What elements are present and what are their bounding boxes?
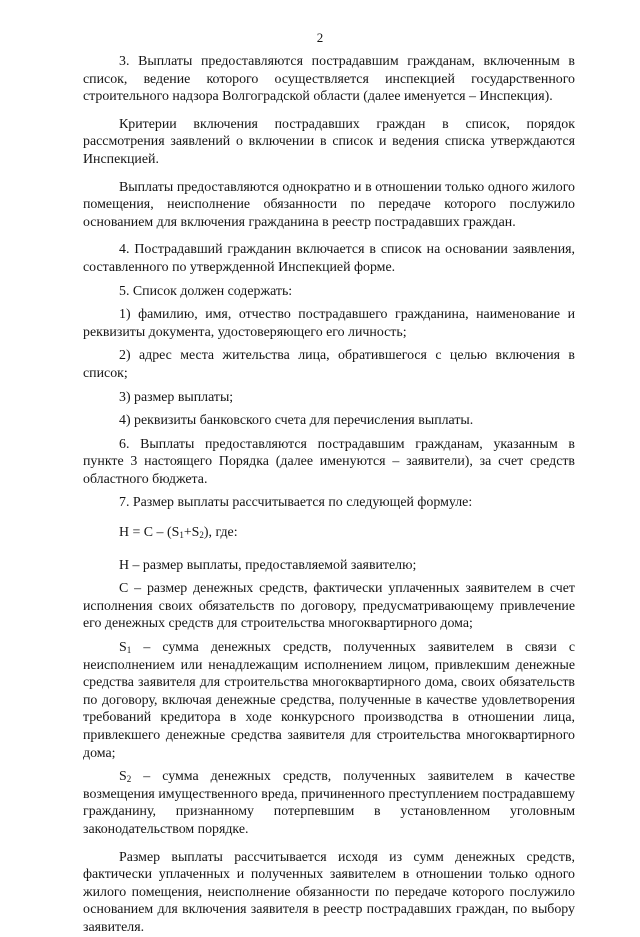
definition-s1-subscript: 1 [126,645,132,656]
formula-tail: ), где: [203,525,238,541]
definition-c: С – размер денежных средств, фактически уплаченных заявителем в счет исполнения своих обязательств по договору, предусматривающему привлечение его денежных средств для строительства многоквартирного дома; [83,581,575,632]
document-body [83,53,575,937]
formula-s1-subscript: 1 [179,530,184,541]
definition-s2-letter: S [119,769,127,785]
paragraph-3-once: Выплаты предоставляются однократно и в отношении только одного жилого помещения, неисполнение обязанности по передаче которого послужило основанием для включения гражданина в реестр пострадавших граждан. [83,179,575,230]
closing-paragraph: Размер выплаты рассчитывается исходя из сумм денежных средств, фактически уплаченных и полученных заявителем в отношении только одного жилого помещения, неисполнение обязанности по передаче которого послужило основанием для включения заявителя в реестр пострадавших граждан, по выбору заявителя. [83,849,575,935]
definition-s2-text: – сумма денежных средств, полученных заявителем в качестве возмещения имущественного вреда, причиненного преступлением пострадавшему гражданину, признанному потерпевшим в установленном уголовным законодательством порядке. [83,769,575,837]
definition-h: Н – размер выплаты, предоставляемой заявителю; [119,557,417,573]
paragraph-3-criteria: Критерии включения пострадавших граждан в список, порядок рассмотрения заявлений о включении в список и ведения списка утверждаются Инспекцией. [83,116,575,167]
paragraph-5-item-1: 1) фамилию, имя, отчество пострадавшего гражданина, наименование и реквизиты документа, удостоверяющего его личность; [83,307,575,340]
paragraph-4: 4. Пострадавший гражданин включается в список на основании заявления, составленного по утвержденной Инспекцией форме. [83,242,575,275]
paragraph-7: 7. Размер выплаты рассчитывается по следующей формуле: [119,495,473,511]
definition-s1-letter: S [119,640,127,656]
definition-s2-subscript: 2 [126,774,132,785]
page-number: 2 [316,30,324,45]
payment-formula [83,524,575,542]
paragraph-3: 3. Выплаты предоставляются пострадавшим гражданам, включенным в список, ведение которого осуществляется инспекцией государственного строительного надзора Волгоградской области (далее именуется – Инспекция). [83,54,575,105]
paragraph-5: 5. Список должен содержать: [119,283,293,299]
formula-s2-subscript: 2 [199,530,204,541]
definition-s1 [83,639,575,762]
paragraph-5-item-4: 4) реквизиты банковского счета для перечисления выплаты. [119,413,474,429]
definition-s1-text: – сумма денежных средств, полученных заявителем в связи с неисполнением или ненадлежащим исполнением лицом, привлекшим денежные средства заявителя для строительства многоквартирного дома, своих обязательств по договору, включая денежные средства, полученные в качестве удовлетворения требований кредитора в ходе конкурсного производства в отношении лица, привлекшего денежные средства заявителя для строительства многоквартирного дома; [83,640,575,761]
paragraph-5-item-2: 2) адрес места жительства лица, обратившегося с целью включения в список; [83,348,575,381]
paragraph-6: 6. Выплаты предоставляются пострадавшим гражданам, указанным в пункте 3 настоящего Порядка (далее именуются – заявители), за счет средств областного бюджета. [83,436,575,487]
paragraph-5-item-3: 3) размер выплаты; [119,389,234,405]
formula-lhs: Н = С – (S [119,525,180,541]
definition-s2 [83,768,575,838]
formula-plus: +S [183,525,200,541]
